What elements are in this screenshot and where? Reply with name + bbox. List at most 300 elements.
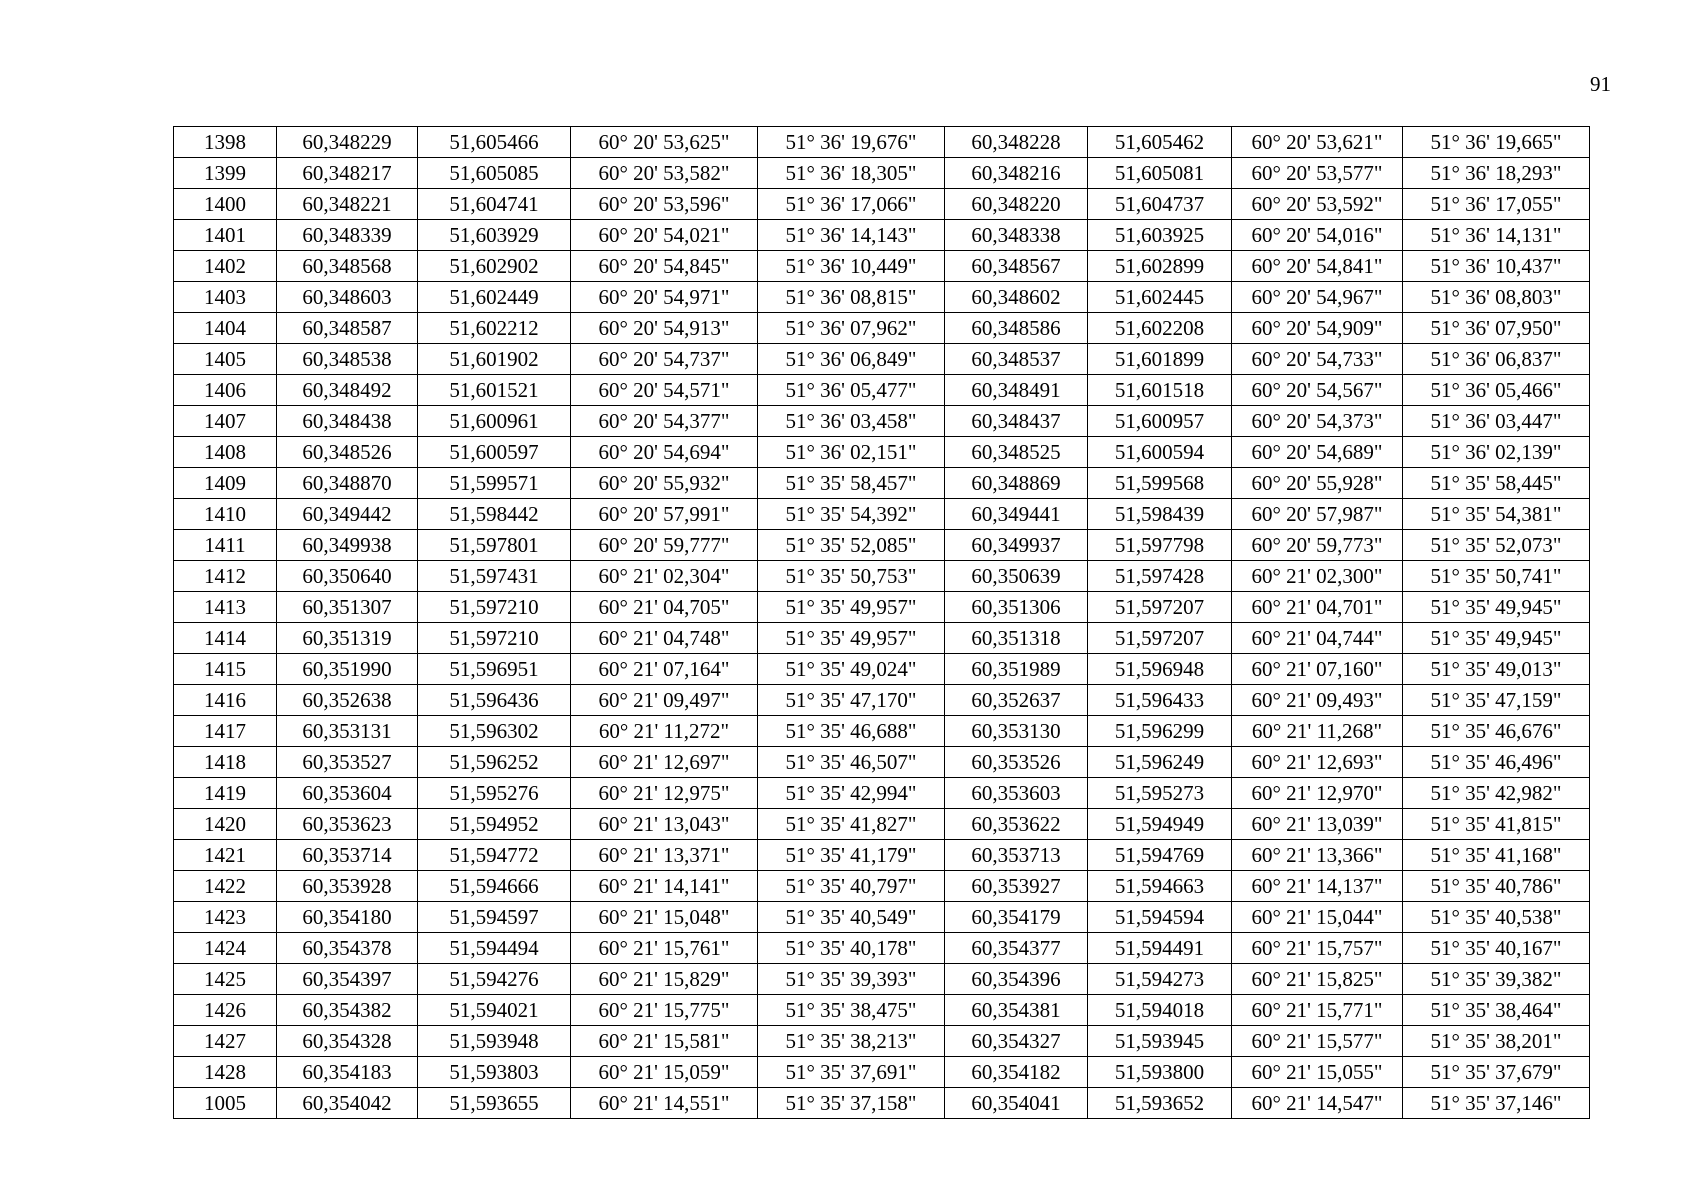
longitude-decimal-cell: 51,593655	[418, 1088, 571, 1119]
point-number-cell: 1414	[174, 623, 277, 654]
longitude-decimal-alt-cell: 51,604737	[1088, 189, 1232, 220]
latitude-decimal-alt-cell: 60,348220	[945, 189, 1088, 220]
longitude-decimal-cell: 51,593948	[418, 1026, 571, 1057]
longitude-decimal-cell: 51,599571	[418, 468, 571, 499]
longitude-dms-cell: 51° 36' 02,151"	[758, 437, 945, 468]
latitude-decimal-alt-cell: 60,354381	[945, 995, 1088, 1026]
longitude-decimal-alt-cell: 51,598439	[1088, 499, 1232, 530]
longitude-decimal-alt-cell: 51,593800	[1088, 1057, 1232, 1088]
longitude-decimal-cell: 51,594952	[418, 809, 571, 840]
table-row	[174, 158, 1590, 189]
longitude-dms-cell: 51° 35' 49,957"	[758, 623, 945, 654]
latitude-decimal-alt-cell: 60,348491	[945, 375, 1088, 406]
latitude-dms-alt-cell: 60° 21' 11,268"	[1232, 716, 1403, 747]
latitude-dms-alt-cell: 60° 21' 12,693"	[1232, 747, 1403, 778]
latitude-decimal-cell: 60,349938	[277, 530, 418, 561]
point-number-cell: 1423	[174, 902, 277, 933]
longitude-dms-alt-cell: 51° 35' 46,676"	[1403, 716, 1590, 747]
table-row	[174, 344, 1590, 375]
longitude-decimal-alt-cell: 51,605462	[1088, 127, 1232, 158]
latitude-dms-cell: 60° 21' 15,059"	[571, 1057, 758, 1088]
latitude-dms-cell: 60° 21' 09,497"	[571, 685, 758, 716]
latitude-dms-alt-cell: 60° 20' 54,689"	[1232, 437, 1403, 468]
longitude-decimal-cell: 51,597431	[418, 561, 571, 592]
table-row	[174, 437, 1590, 468]
latitude-dms-alt-cell: 60° 20' 53,621"	[1232, 127, 1403, 158]
latitude-dms-cell: 60° 21' 15,775"	[571, 995, 758, 1026]
point-number-cell: 1420	[174, 809, 277, 840]
latitude-decimal-alt-cell: 60,354377	[945, 933, 1088, 964]
latitude-decimal-alt-cell: 60,354041	[945, 1088, 1088, 1119]
latitude-dms-alt-cell: 60° 20' 54,967"	[1232, 282, 1403, 313]
coordinates-table	[173, 126, 1590, 1119]
table-body	[174, 127, 1590, 1119]
latitude-decimal-cell: 60,354183	[277, 1057, 418, 1088]
latitude-decimal-cell: 60,354382	[277, 995, 418, 1026]
longitude-dms-cell: 51° 35' 58,457"	[758, 468, 945, 499]
longitude-dms-alt-cell: 51° 35' 46,496"	[1403, 747, 1590, 778]
longitude-dms-alt-cell: 51° 35' 49,945"	[1403, 592, 1590, 623]
latitude-dms-alt-cell: 60° 21' 12,970"	[1232, 778, 1403, 809]
longitude-dms-cell: 51° 35' 38,213"	[758, 1026, 945, 1057]
latitude-dms-alt-cell: 60° 20' 54,016"	[1232, 220, 1403, 251]
longitude-decimal-cell: 51,600597	[418, 437, 571, 468]
table-row	[174, 902, 1590, 933]
longitude-decimal-alt-cell: 51,601899	[1088, 344, 1232, 375]
longitude-dms-alt-cell: 51° 35' 42,982"	[1403, 778, 1590, 809]
longitude-decimal-cell: 51,594494	[418, 933, 571, 964]
table-row	[174, 623, 1590, 654]
latitude-decimal-cell: 60,348492	[277, 375, 418, 406]
longitude-decimal-alt-cell: 51,602208	[1088, 313, 1232, 344]
point-number-cell: 1399	[174, 158, 277, 189]
longitude-decimal-alt-cell: 51,596433	[1088, 685, 1232, 716]
latitude-dms-cell: 60° 21' 14,551"	[571, 1088, 758, 1119]
latitude-dms-cell: 60° 21' 07,164"	[571, 654, 758, 685]
longitude-dms-alt-cell: 51° 35' 40,786"	[1403, 871, 1590, 902]
longitude-decimal-alt-cell: 51,594663	[1088, 871, 1232, 902]
latitude-decimal-cell: 60,348438	[277, 406, 418, 437]
longitude-dms-alt-cell: 51° 35' 54,381"	[1403, 499, 1590, 530]
latitude-dms-alt-cell: 60° 21' 04,701"	[1232, 592, 1403, 623]
point-number-cell: 1421	[174, 840, 277, 871]
latitude-decimal-alt-cell: 60,348338	[945, 220, 1088, 251]
latitude-dms-alt-cell: 60° 21' 15,055"	[1232, 1057, 1403, 1088]
latitude-decimal-cell: 60,354378	[277, 933, 418, 964]
table-row	[174, 282, 1590, 313]
latitude-decimal-cell: 60,353131	[277, 716, 418, 747]
longitude-dms-alt-cell: 51° 35' 40,538"	[1403, 902, 1590, 933]
point-number-cell: 1428	[174, 1057, 277, 1088]
latitude-dms-cell: 60° 21' 13,043"	[571, 809, 758, 840]
table-row	[174, 1057, 1590, 1088]
longitude-dms-alt-cell: 51° 35' 52,073"	[1403, 530, 1590, 561]
longitude-dms-cell: 51° 35' 40,549"	[758, 902, 945, 933]
longitude-decimal-cell: 51,594021	[418, 995, 571, 1026]
latitude-dms-alt-cell: 60° 20' 54,733"	[1232, 344, 1403, 375]
longitude-dms-cell: 51° 35' 39,393"	[758, 964, 945, 995]
latitude-decimal-cell: 60,354042	[277, 1088, 418, 1119]
latitude-dms-alt-cell: 60° 20' 53,592"	[1232, 189, 1403, 220]
longitude-decimal-cell: 51,594772	[418, 840, 571, 871]
latitude-decimal-alt-cell: 60,351989	[945, 654, 1088, 685]
longitude-decimal-cell: 51,594666	[418, 871, 571, 902]
table-row	[174, 685, 1590, 716]
longitude-dms-cell: 51° 35' 46,688"	[758, 716, 945, 747]
longitude-decimal-cell: 51,595276	[418, 778, 571, 809]
point-number-cell: 1405	[174, 344, 277, 375]
latitude-dms-cell: 60° 21' 13,371"	[571, 840, 758, 871]
longitude-dms-cell: 51° 35' 40,178"	[758, 933, 945, 964]
longitude-dms-alt-cell: 51° 36' 03,447"	[1403, 406, 1590, 437]
latitude-decimal-cell: 60,351990	[277, 654, 418, 685]
latitude-dms-alt-cell: 60° 21' 07,160"	[1232, 654, 1403, 685]
point-number-cell: 1398	[174, 127, 277, 158]
point-number-cell: 1400	[174, 189, 277, 220]
latitude-dms-alt-cell: 60° 20' 53,577"	[1232, 158, 1403, 189]
longitude-decimal-alt-cell: 51,594949	[1088, 809, 1232, 840]
longitude-decimal-alt-cell: 51,594273	[1088, 964, 1232, 995]
point-number-cell: 1419	[174, 778, 277, 809]
latitude-dms-cell: 60° 21' 15,581"	[571, 1026, 758, 1057]
point-number-cell: 1407	[174, 406, 277, 437]
latitude-decimal-alt-cell: 60,348586	[945, 313, 1088, 344]
table-row	[174, 995, 1590, 1026]
latitude-decimal-alt-cell: 60,349441	[945, 499, 1088, 530]
longitude-decimal-cell: 51,597210	[418, 623, 571, 654]
table-row	[174, 406, 1590, 437]
longitude-decimal-alt-cell: 51,593652	[1088, 1088, 1232, 1119]
longitude-dms-alt-cell: 51° 35' 58,445"	[1403, 468, 1590, 499]
latitude-decimal-alt-cell: 60,353927	[945, 871, 1088, 902]
longitude-decimal-cell: 51,597210	[418, 592, 571, 623]
point-number-cell: 1408	[174, 437, 277, 468]
latitude-decimal-alt-cell: 60,353713	[945, 840, 1088, 871]
longitude-dms-cell: 51° 35' 46,507"	[758, 747, 945, 778]
latitude-dms-cell: 60° 20' 53,582"	[571, 158, 758, 189]
latitude-dms-cell: 60° 20' 53,625"	[571, 127, 758, 158]
point-number-cell: 1403	[174, 282, 277, 313]
table-row	[174, 499, 1590, 530]
latitude-dms-cell: 60° 20' 54,571"	[571, 375, 758, 406]
longitude-decimal-cell: 51,593803	[418, 1057, 571, 1088]
latitude-dms-alt-cell: 60° 21' 13,039"	[1232, 809, 1403, 840]
latitude-decimal-cell: 60,348568	[277, 251, 418, 282]
longitude-dms-alt-cell: 51° 36' 07,950"	[1403, 313, 1590, 344]
table-row	[174, 1088, 1590, 1119]
latitude-decimal-cell: 60,353623	[277, 809, 418, 840]
latitude-decimal-cell: 60,352638	[277, 685, 418, 716]
latitude-dms-alt-cell: 60° 21' 09,493"	[1232, 685, 1403, 716]
point-number-cell: 1005	[174, 1088, 277, 1119]
table-row	[174, 778, 1590, 809]
longitude-dms-cell: 51° 35' 41,179"	[758, 840, 945, 871]
longitude-dms-alt-cell: 51° 36' 05,466"	[1403, 375, 1590, 406]
longitude-decimal-alt-cell: 51,593945	[1088, 1026, 1232, 1057]
table-row	[174, 1026, 1590, 1057]
latitude-decimal-alt-cell: 60,348437	[945, 406, 1088, 437]
table-row	[174, 592, 1590, 623]
longitude-decimal-cell: 51,596252	[418, 747, 571, 778]
longitude-decimal-alt-cell: 51,600594	[1088, 437, 1232, 468]
longitude-dms-cell: 51° 35' 49,024"	[758, 654, 945, 685]
table-row	[174, 809, 1590, 840]
latitude-decimal-cell: 60,348229	[277, 127, 418, 158]
latitude-decimal-alt-cell: 60,353603	[945, 778, 1088, 809]
latitude-dms-cell: 60° 20' 54,845"	[571, 251, 758, 282]
table-row	[174, 251, 1590, 282]
point-number-cell: 1402	[174, 251, 277, 282]
latitude-dms-alt-cell: 60° 21' 15,577"	[1232, 1026, 1403, 1057]
table-row	[174, 468, 1590, 499]
longitude-dms-alt-cell: 51° 35' 38,464"	[1403, 995, 1590, 1026]
latitude-decimal-alt-cell: 60,351306	[945, 592, 1088, 623]
longitude-dms-alt-cell: 51° 36' 14,131"	[1403, 220, 1590, 251]
longitude-dms-alt-cell: 51° 35' 38,201"	[1403, 1026, 1590, 1057]
longitude-dms-cell: 51° 35' 40,797"	[758, 871, 945, 902]
longitude-dms-cell: 51° 35' 37,691"	[758, 1057, 945, 1088]
latitude-dms-cell: 60° 20' 57,991"	[571, 499, 758, 530]
longitude-dms-cell: 51° 35' 41,827"	[758, 809, 945, 840]
latitude-decimal-alt-cell: 60,348216	[945, 158, 1088, 189]
point-number-cell: 1404	[174, 313, 277, 344]
latitude-dms-cell: 60° 21' 14,141"	[571, 871, 758, 902]
longitude-dms-alt-cell: 51° 35' 49,945"	[1403, 623, 1590, 654]
latitude-decimal-cell: 60,351307	[277, 592, 418, 623]
latitude-dms-alt-cell: 60° 20' 55,928"	[1232, 468, 1403, 499]
longitude-decimal-alt-cell: 51,594769	[1088, 840, 1232, 871]
longitude-decimal-cell: 51,597801	[418, 530, 571, 561]
point-number-cell: 1415	[174, 654, 277, 685]
latitude-decimal-cell: 60,348603	[277, 282, 418, 313]
longitude-dms-alt-cell: 51° 35' 50,741"	[1403, 561, 1590, 592]
longitude-decimal-alt-cell: 51,595273	[1088, 778, 1232, 809]
table-row	[174, 561, 1590, 592]
longitude-dms-cell: 51° 35' 52,085"	[758, 530, 945, 561]
longitude-decimal-alt-cell: 51,597207	[1088, 592, 1232, 623]
longitude-dms-cell: 51° 36' 06,849"	[758, 344, 945, 375]
latitude-decimal-alt-cell: 60,348537	[945, 344, 1088, 375]
latitude-dms-cell: 60° 20' 54,913"	[571, 313, 758, 344]
latitude-dms-alt-cell: 60° 21' 14,547"	[1232, 1088, 1403, 1119]
longitude-decimal-alt-cell: 51,605081	[1088, 158, 1232, 189]
latitude-decimal-cell: 60,348339	[277, 220, 418, 251]
latitude-dms-cell: 60° 20' 54,737"	[571, 344, 758, 375]
latitude-dms-cell: 60° 21' 15,048"	[571, 902, 758, 933]
point-number-cell: 1427	[174, 1026, 277, 1057]
longitude-dms-alt-cell: 51° 36' 17,055"	[1403, 189, 1590, 220]
point-number-cell: 1426	[174, 995, 277, 1026]
longitude-decimal-alt-cell: 51,594491	[1088, 933, 1232, 964]
latitude-decimal-cell: 60,348221	[277, 189, 418, 220]
latitude-decimal-alt-cell: 60,354327	[945, 1026, 1088, 1057]
longitude-dms-alt-cell: 51° 36' 18,293"	[1403, 158, 1590, 189]
table-row	[174, 747, 1590, 778]
longitude-dms-alt-cell: 51° 36' 06,837"	[1403, 344, 1590, 375]
point-number-cell: 1406	[174, 375, 277, 406]
latitude-decimal-alt-cell: 60,354396	[945, 964, 1088, 995]
longitude-decimal-cell: 51,601902	[418, 344, 571, 375]
latitude-decimal-cell: 60,353527	[277, 747, 418, 778]
latitude-dms-alt-cell: 60° 21' 13,366"	[1232, 840, 1403, 871]
longitude-decimal-cell: 51,600961	[418, 406, 571, 437]
point-number-cell: 1409	[174, 468, 277, 499]
longitude-dms-cell: 51° 35' 54,392"	[758, 499, 945, 530]
point-number-cell: 1422	[174, 871, 277, 902]
latitude-dms-alt-cell: 60° 21' 15,825"	[1232, 964, 1403, 995]
longitude-decimal-cell: 51,605085	[418, 158, 571, 189]
longitude-decimal-cell: 51,601521	[418, 375, 571, 406]
latitude-decimal-alt-cell: 60,348602	[945, 282, 1088, 313]
longitude-decimal-alt-cell: 51,594594	[1088, 902, 1232, 933]
latitude-dms-cell: 60° 21' 12,697"	[571, 747, 758, 778]
longitude-decimal-alt-cell: 51,602899	[1088, 251, 1232, 282]
longitude-dms-alt-cell: 51° 36' 02,139"	[1403, 437, 1590, 468]
point-number-cell: 1417	[174, 716, 277, 747]
longitude-dms-cell: 51° 35' 37,158"	[758, 1088, 945, 1119]
point-number-cell: 1424	[174, 933, 277, 964]
latitude-decimal-alt-cell: 60,351318	[945, 623, 1088, 654]
longitude-dms-cell: 51° 35' 38,475"	[758, 995, 945, 1026]
longitude-decimal-alt-cell: 51,597798	[1088, 530, 1232, 561]
longitude-decimal-cell: 51,596951	[418, 654, 571, 685]
latitude-decimal-alt-cell: 60,354182	[945, 1057, 1088, 1088]
latitude-decimal-alt-cell: 60,352637	[945, 685, 1088, 716]
table-row	[174, 840, 1590, 871]
longitude-decimal-alt-cell: 51,601518	[1088, 375, 1232, 406]
longitude-decimal-cell: 51,596436	[418, 685, 571, 716]
longitude-dms-cell: 51° 36' 07,962"	[758, 313, 945, 344]
latitude-dms-alt-cell: 60° 20' 54,567"	[1232, 375, 1403, 406]
table-row	[174, 716, 1590, 747]
latitude-dms-cell: 60° 21' 11,272"	[571, 716, 758, 747]
latitude-decimal-alt-cell: 60,348869	[945, 468, 1088, 499]
longitude-decimal-alt-cell: 51,596249	[1088, 747, 1232, 778]
latitude-dms-alt-cell: 60° 20' 54,373"	[1232, 406, 1403, 437]
latitude-decimal-cell: 60,348217	[277, 158, 418, 189]
latitude-dms-alt-cell: 60° 20' 54,841"	[1232, 251, 1403, 282]
longitude-dms-alt-cell: 51° 35' 37,679"	[1403, 1057, 1590, 1088]
longitude-dms-cell: 51° 36' 08,815"	[758, 282, 945, 313]
longitude-decimal-cell: 51,602449	[418, 282, 571, 313]
longitude-decimal-alt-cell: 51,597207	[1088, 623, 1232, 654]
longitude-decimal-alt-cell: 51,603925	[1088, 220, 1232, 251]
point-number-cell: 1401	[174, 220, 277, 251]
longitude-dms-alt-cell: 51° 36' 10,437"	[1403, 251, 1590, 282]
longitude-dms-cell: 51° 36' 17,066"	[758, 189, 945, 220]
table-row	[174, 189, 1590, 220]
longitude-dms-alt-cell: 51° 35' 47,159"	[1403, 685, 1590, 716]
longitude-decimal-cell: 51,602902	[418, 251, 571, 282]
latitude-decimal-alt-cell: 60,354179	[945, 902, 1088, 933]
table-row	[174, 220, 1590, 251]
latitude-dms-alt-cell: 60° 20' 59,773"	[1232, 530, 1403, 561]
latitude-decimal-alt-cell: 60,353622	[945, 809, 1088, 840]
longitude-dms-cell: 51° 35' 50,753"	[758, 561, 945, 592]
longitude-decimal-alt-cell: 51,599568	[1088, 468, 1232, 499]
page-number: 91	[1590, 72, 1611, 96]
longitude-dms-alt-cell: 51° 36' 08,803"	[1403, 282, 1590, 313]
longitude-dms-cell: 51° 36' 03,458"	[758, 406, 945, 437]
longitude-decimal-cell: 51,605466	[418, 127, 571, 158]
longitude-dms-alt-cell: 51° 35' 39,382"	[1403, 964, 1590, 995]
longitude-dms-alt-cell: 51° 35' 40,167"	[1403, 933, 1590, 964]
latitude-dms-cell: 60° 20' 54,971"	[571, 282, 758, 313]
latitude-dms-cell: 60° 21' 04,705"	[571, 592, 758, 623]
longitude-decimal-cell: 51,603929	[418, 220, 571, 251]
latitude-dms-cell: 60° 20' 54,021"	[571, 220, 758, 251]
latitude-dms-cell: 60° 21' 15,761"	[571, 933, 758, 964]
longitude-dms-cell: 51° 35' 47,170"	[758, 685, 945, 716]
longitude-dms-alt-cell: 51° 35' 37,146"	[1403, 1088, 1590, 1119]
longitude-dms-alt-cell: 51° 35' 41,168"	[1403, 840, 1590, 871]
point-number-cell: 1425	[174, 964, 277, 995]
longitude-decimal-alt-cell: 51,596299	[1088, 716, 1232, 747]
latitude-decimal-cell: 60,353714	[277, 840, 418, 871]
longitude-dms-cell: 51° 36' 18,305"	[758, 158, 945, 189]
longitude-decimal-alt-cell: 51,602445	[1088, 282, 1232, 313]
latitude-decimal-cell: 60,351319	[277, 623, 418, 654]
longitude-dms-alt-cell: 51° 35' 49,013"	[1403, 654, 1590, 685]
longitude-dms-cell: 51° 36' 10,449"	[758, 251, 945, 282]
latitude-decimal-cell: 60,349442	[277, 499, 418, 530]
table-row	[174, 313, 1590, 344]
latitude-dms-cell: 60° 20' 54,694"	[571, 437, 758, 468]
longitude-dms-cell: 51° 36' 19,676"	[758, 127, 945, 158]
longitude-decimal-cell: 51,596302	[418, 716, 571, 747]
longitude-decimal-alt-cell: 51,597428	[1088, 561, 1232, 592]
latitude-dms-cell: 60° 21' 12,975"	[571, 778, 758, 809]
point-number-cell: 1411	[174, 530, 277, 561]
longitude-decimal-alt-cell: 51,596948	[1088, 654, 1232, 685]
latitude-decimal-cell: 60,348538	[277, 344, 418, 375]
longitude-decimal-cell: 51,602212	[418, 313, 571, 344]
table-row	[174, 375, 1590, 406]
table-row	[174, 933, 1590, 964]
latitude-dms-cell: 60° 21' 02,304"	[571, 561, 758, 592]
latitude-dms-alt-cell: 60° 20' 57,987"	[1232, 499, 1403, 530]
longitude-dms-alt-cell: 51° 36' 19,665"	[1403, 127, 1590, 158]
table-row	[174, 530, 1590, 561]
longitude-decimal-cell: 51,594276	[418, 964, 571, 995]
latitude-dms-cell: 60° 21' 04,748"	[571, 623, 758, 654]
latitude-dms-alt-cell: 60° 21' 15,771"	[1232, 995, 1403, 1026]
latitude-decimal-cell: 60,354180	[277, 902, 418, 933]
table-row	[174, 127, 1590, 158]
point-number-cell: 1410	[174, 499, 277, 530]
latitude-dms-cell: 60° 20' 53,596"	[571, 189, 758, 220]
latitude-dms-cell: 60° 20' 55,932"	[571, 468, 758, 499]
latitude-decimal-cell: 60,353604	[277, 778, 418, 809]
latitude-decimal-cell: 60,348587	[277, 313, 418, 344]
latitude-dms-cell: 60° 20' 59,777"	[571, 530, 758, 561]
longitude-decimal-alt-cell: 51,594018	[1088, 995, 1232, 1026]
point-number-cell: 1416	[174, 685, 277, 716]
longitude-dms-cell: 51° 36' 14,143"	[758, 220, 945, 251]
latitude-dms-alt-cell: 60° 21' 15,757"	[1232, 933, 1403, 964]
latitude-decimal-alt-cell: 60,350639	[945, 561, 1088, 592]
longitude-decimal-cell: 51,594597	[418, 902, 571, 933]
latitude-dms-cell: 60° 20' 54,377"	[571, 406, 758, 437]
longitude-decimal-cell: 51,604741	[418, 189, 571, 220]
latitude-decimal-cell: 60,348870	[277, 468, 418, 499]
latitude-decimal-alt-cell: 60,353526	[945, 747, 1088, 778]
table-row	[174, 964, 1590, 995]
latitude-dms-cell: 60° 21' 15,829"	[571, 964, 758, 995]
longitude-dms-cell: 51° 35' 42,994"	[758, 778, 945, 809]
latitude-dms-alt-cell: 60° 21' 15,044"	[1232, 902, 1403, 933]
longitude-dms-cell: 51° 35' 49,957"	[758, 592, 945, 623]
